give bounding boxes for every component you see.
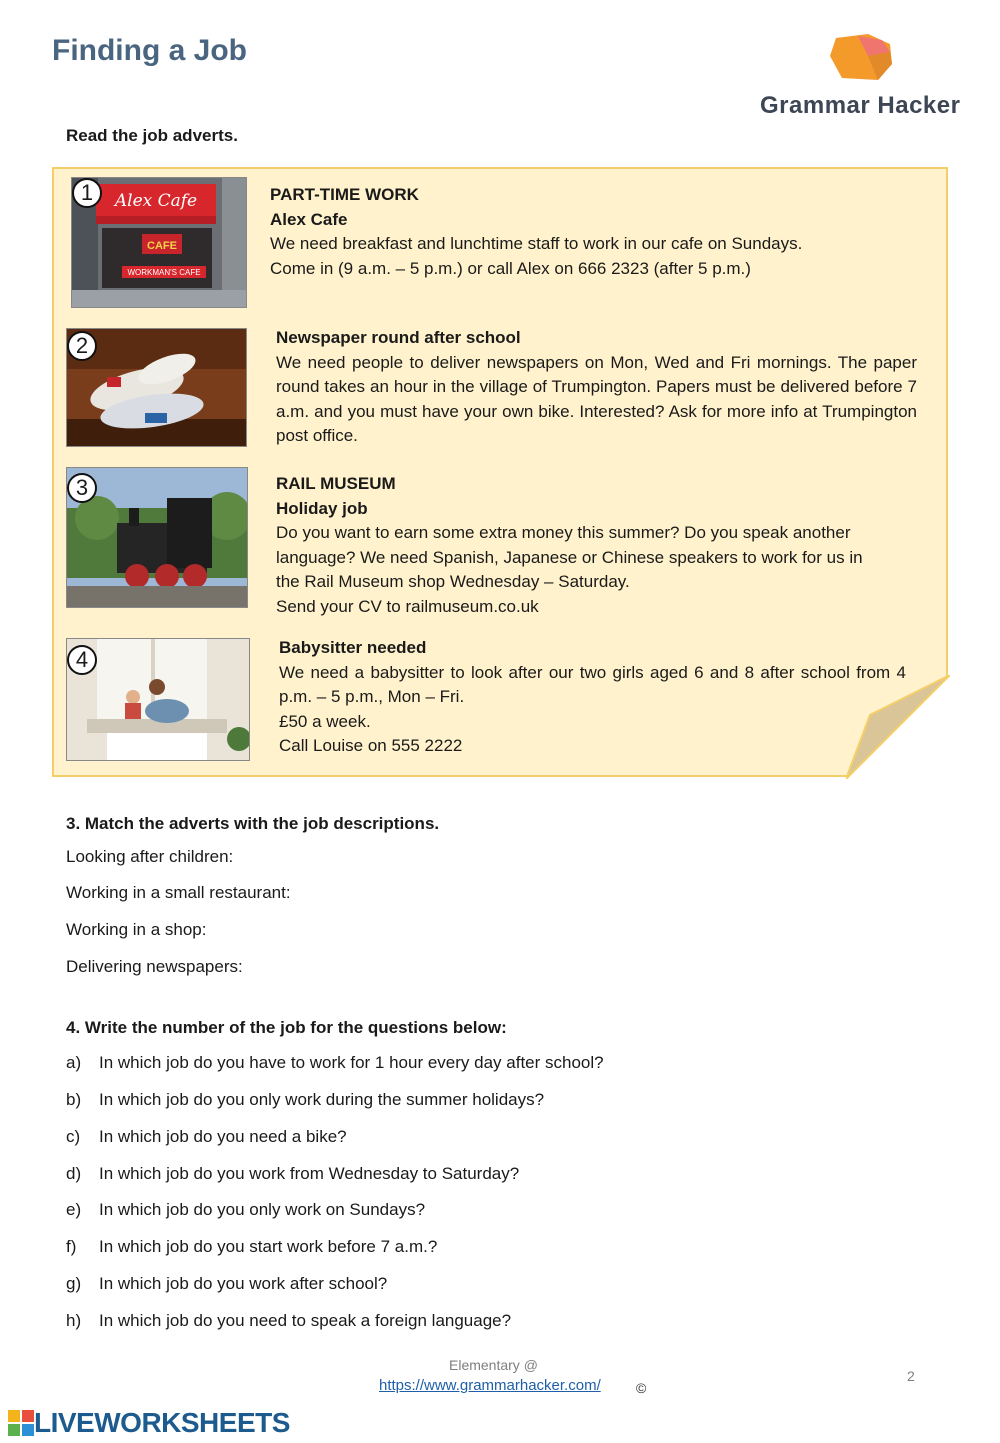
question-text: In which job do you work from Wednesday to Saturday? <box>99 1164 520 1183</box>
question-item <box>66 1090 544 1110</box>
question-item <box>66 1164 519 1184</box>
match-item: Working in a shop: <box>66 920 207 939</box>
advert-line: Come in (9 a.m. – 5 p.m.) or call Alex on 666 2323 (after 5 p.m.) <box>270 258 751 278</box>
advert-heading: Newspaper round after school <box>276 328 521 347</box>
section-3-title: 3. Match the adverts with the job descriptions. <box>66 814 440 833</box>
advert-subheading: Alex Cafe <box>270 209 348 229</box>
liveworksheets-logo-icon <box>8 1410 34 1436</box>
question-letter: a) <box>66 1053 82 1072</box>
svg-text:Alex Cafe: Alex Cafe <box>114 191 198 211</box>
question-text: In which job do you need a bike? <box>99 1127 347 1146</box>
question-letter: d) <box>66 1164 82 1183</box>
match-item: Working in a small restaurant: <box>66 883 291 902</box>
advert-number: 2 <box>67 331 97 361</box>
liveworksheets-watermark <box>8 1406 290 1440</box>
advert-line: Call Louise on 555 2222 <box>279 736 463 755</box>
advert-number: 4 <box>67 645 97 675</box>
advert-4-text <box>279 636 906 759</box>
advert-number: 3 <box>67 473 97 503</box>
advert-heading: RAIL MUSEUM <box>276 474 396 493</box>
question-letter: h) <box>66 1311 82 1330</box>
advert-3-text <box>276 472 926 619</box>
advert-2-text <box>276 326 917 449</box>
intro-instruction: Read the job adverts. <box>66 126 238 145</box>
question-letter: b) <box>66 1090 82 1109</box>
advert-line: £50 a week. <box>279 711 371 731</box>
advert-line: Send your CV to railmuseum.co.uk <box>276 596 539 616</box>
watermark-text: LIVEWORKSHEETS <box>34 1407 290 1438</box>
advert-heading: PART-TIME WORK <box>270 185 419 204</box>
question-letter: g) <box>66 1274 82 1293</box>
advert-line: language? We need Spanish, Japanese or Chinese speakers to work for us in <box>276 547 863 567</box>
advert-line: Do you want to earn some extra money this summer? Do you speak another <box>276 523 851 542</box>
question-item <box>66 1053 604 1073</box>
match-item: Looking after children: <box>66 847 234 866</box>
question-text: In which job do you start work before 7 a.m.? <box>99 1237 438 1256</box>
question-item <box>66 1237 437 1257</box>
grammar-hacker-logo-icon <box>828 34 898 84</box>
advert-line: We need breakfast and lunchtime staff to work in our cafe on Sundays. <box>270 234 803 253</box>
question-text: In which job do you have to work for 1 hour every day after school? <box>99 1053 604 1072</box>
question-text: In which job do you only work on Sundays? <box>99 1200 426 1219</box>
question-letter: c) <box>66 1127 81 1146</box>
advert-heading: Babysitter needed <box>279 638 427 657</box>
page-title: Finding a Job <box>52 34 247 67</box>
match-item: Delivering newspapers: <box>66 957 243 976</box>
advert-body: We need people to deliver newspapers on Mon, Wed and Fri mornings. The paper round takes an hour in the village of Trumpington. Papers must be delivered before 7 a.m. and you must have your own bike. Interested? Ask for more info at Trumpington post office. <box>276 352 917 445</box>
advert-1-text <box>270 183 920 281</box>
question-item <box>66 1200 425 1220</box>
advert-line: the Rail Museum shop Wednesday – Saturday. <box>276 572 630 591</box>
question-letter: f) <box>66 1237 77 1256</box>
question-item <box>66 1274 387 1294</box>
question-text: In which job do you only work during the summer holidays? <box>99 1090 545 1109</box>
advert-subheading: Holiday job <box>276 498 368 518</box>
copyright-icon: © <box>636 1380 647 1396</box>
question-item <box>66 1311 511 1331</box>
question-letter: e) <box>66 1200 82 1219</box>
advert-body: We need a babysitter to look after our two girls aged 6 and 8 after school from 4 p.m. – 5 p.m., Mon – Fri. <box>279 662 906 706</box>
question-item <box>66 1127 347 1147</box>
footer-website-link[interactable]: https://www.grammarhacker.com/ <box>379 1377 601 1394</box>
question-text: In which job do you work after school? <box>99 1274 388 1293</box>
question-text: In which job do you need to speak a foreign language? <box>99 1311 512 1330</box>
svg-text:WORKMAN'S CAFE: WORKMAN'S CAFE <box>127 268 201 277</box>
footer-level: Elementary @ <box>449 1357 538 1373</box>
page-number: 2 <box>907 1368 915 1384</box>
brand-name: Grammar Hacker <box>760 92 961 119</box>
svg-text:CAFE: CAFE <box>147 240 177 252</box>
advert-number: 1 <box>72 178 102 208</box>
section-4-title: 4. Write the number of the job for the questions below: <box>66 1018 507 1037</box>
